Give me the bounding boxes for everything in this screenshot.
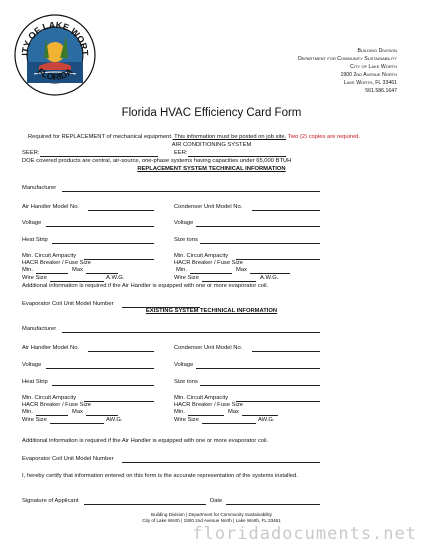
awg-label-existing: AW.G. <box>106 417 123 423</box>
header-line-1: Building Division <box>357 48 397 54</box>
awg-label-2: A.W.G. <box>260 275 279 281</box>
notice <box>28 134 360 141</box>
notice-part1: Required for REPLACEMENT of mechanical equipment. <box>28 134 173 140</box>
min-circuit-field-existing-2[interactable] <box>236 401 320 402</box>
size-tons-field[interactable] <box>200 243 320 244</box>
header-line-3: City of Lake Worth <box>350 64 397 70</box>
air-handler-label: Air Handler Model No. <box>22 204 80 210</box>
manufacturer-label-existing: Manufacturer <box>22 326 57 332</box>
seer-field[interactable] <box>40 156 158 157</box>
max-field-existing[interactable] <box>86 415 118 416</box>
min-field-2[interactable] <box>190 273 232 274</box>
evap-coil-label: Evaporator Coil Unit Model Number <box>22 301 114 307</box>
header-line-2: Department for Community Sustainability <box>297 56 397 62</box>
voltage-field-existing-2[interactable] <box>196 368 320 369</box>
date-field[interactable] <box>226 504 320 505</box>
doe-note: DOE covered products are central, air-source, one-phase systems having capacities under 65,000 BTUH <box>22 158 292 164</box>
wire-size-label-existing: Wire Size <box>22 417 47 423</box>
city-seal-logo <box>14 14 96 96</box>
manufacturer-field[interactable] <box>62 191 320 192</box>
signature-label: Signature of Applicant <box>22 498 79 504</box>
ac-system-heading: AIR CONDITIONING SYSTEM <box>171 142 252 148</box>
header-line-6: 561.586.1647 <box>365 88 397 94</box>
manufacturer-field-existing[interactable] <box>62 332 320 333</box>
voltage-label-2: Voltage <box>174 220 194 226</box>
page-title: Florida HVAC Efficiency Card Form <box>121 107 302 119</box>
notice-part3: Two (2) copies are required. <box>286 134 360 140</box>
min-field[interactable] <box>36 273 68 274</box>
voltage-label: Voltage <box>22 220 42 226</box>
voltage-field-existing[interactable] <box>46 368 154 369</box>
max-field-2[interactable] <box>250 273 290 274</box>
additional-info-note: Additional information is required if the Air Handler is equipped with one or more evaporator coil. <box>22 283 269 289</box>
air-handler-label-existing: Air Handler Model No. <box>22 345 80 351</box>
additional-info-note-existing: Additional information is required if the Air Handler is equipped with one or more evaporator coil. <box>22 438 269 444</box>
hacr-label-existing: HACR Breaker / Fuse Size <box>22 402 91 408</box>
size-tons-field-existing[interactable] <box>200 385 320 386</box>
seal-bottom-text: FLORIDA <box>35 66 75 82</box>
max-label-2: Max <box>236 267 247 273</box>
heat-strip-label-existing: Heat Strip <box>22 379 48 385</box>
min-circuit-label: Min. Circuit Ampacity <box>22 253 77 259</box>
evap-coil-field-existing[interactable] <box>122 462 320 463</box>
min-label-existing-2: Min. <box>174 409 185 415</box>
wire-size-field-2[interactable] <box>202 281 256 282</box>
awg-label: A.W.G. <box>106 275 125 281</box>
size-tons-label-existing: Size tons <box>174 379 198 385</box>
wire-size-label-existing-2: Wire Size <box>174 417 199 423</box>
heat-strip-label: Heat Strip <box>22 237 48 243</box>
condenser-label-existing: Condenser Unit Model No. <box>174 345 243 351</box>
max-label: Max <box>72 267 83 273</box>
certification-text: I, hereby certify that information entered on this form is the accurate representation of the systems installed. <box>22 473 298 479</box>
voltage-field-2[interactable] <box>196 226 320 227</box>
heat-strip-field-existing[interactable] <box>52 385 154 386</box>
condenser-label: Condenser Unit Model No. <box>174 204 243 210</box>
wire-size-field-existing[interactable] <box>50 423 104 424</box>
header-line-4: 1900 2nd Avenue North <box>340 72 397 78</box>
wire-size-field-existing-2[interactable] <box>202 423 256 424</box>
awg-label-existing-2: AW.G. <box>258 417 275 423</box>
watermark: floridadocuments.net <box>192 524 417 544</box>
footer-line-1: Building Division | Department for Community Sustainability <box>151 512 272 517</box>
header-address-block <box>298 47 397 95</box>
min-circuit-label-2: Min. Circuit Ampacity <box>174 253 229 259</box>
wire-size-label-2: Wire Size <box>174 275 199 281</box>
min-field-existing[interactable] <box>36 415 68 416</box>
max-label-existing: Max <box>72 409 83 415</box>
max-field[interactable] <box>86 273 118 274</box>
hacr-label: HACR Breaker / Fuse Size <box>22 260 91 266</box>
manufacturer-label: Manufacturer <box>22 185 57 191</box>
header-line-5: Lake Worth, FL 33461 <box>343 80 397 86</box>
air-handler-field[interactable] <box>88 210 154 211</box>
condenser-field-existing[interactable] <box>252 351 320 352</box>
min-circuit-label-existing: Min. Circuit Ampacity <box>22 395 77 401</box>
seer-label: SEER: <box>22 150 40 156</box>
heat-strip-field[interactable] <box>52 243 154 244</box>
evap-coil-label-existing: Evaporator Coil Unit Model Number <box>22 456 114 462</box>
max-field-existing-2[interactable] <box>242 415 278 416</box>
min-circuit-field-existing[interactable] <box>84 401 154 402</box>
air-handler-field-existing[interactable] <box>88 351 154 352</box>
wire-size-label: Wire Size <box>22 275 47 281</box>
min-circuit-field[interactable] <box>84 259 154 260</box>
min-label: Min. <box>22 267 33 273</box>
existing-heading: EXISTING SYSTEM TECHINICAL INFORMATION <box>145 308 278 314</box>
seal-top-text: ITY OF LAKE WORT <box>19 19 91 56</box>
size-tons-label: Size tons <box>174 237 198 243</box>
min-label-existing: Min. <box>22 409 33 415</box>
footer-line-2: City of Lake Worth | 1900 2nd Avenue North | Lake Worth, FL 33461 <box>142 518 281 523</box>
wire-size-field[interactable] <box>50 281 104 282</box>
eer-label: EER: <box>174 150 188 156</box>
replacement-heading: REPLACEMENT SYSTEM TECHINICAL INFORMATION <box>137 166 286 172</box>
signature-field[interactable] <box>84 504 206 505</box>
condenser-field[interactable] <box>252 210 320 211</box>
min-field-existing-2[interactable] <box>188 415 224 416</box>
voltage-field[interactable] <box>46 226 154 227</box>
eer-field[interactable] <box>188 156 286 157</box>
notice-part2: This information must be posted on job site. <box>172 134 287 140</box>
hacr-label-2: HACR Breaker / Fuse Size <box>174 260 243 266</box>
date-label: Date <box>210 498 223 504</box>
voltage-label-existing: Voltage <box>22 362 42 368</box>
min-circuit-field-2[interactable] <box>236 259 320 260</box>
max-label-existing-2: Max <box>228 409 239 415</box>
voltage-label-existing-2: Voltage <box>174 362 194 368</box>
min-label-2: Min. <box>176 267 187 273</box>
min-circuit-label-existing-2: Min. Circuit Ampacity <box>174 395 229 401</box>
hacr-label-existing-2: HACR Breaker / Fuse Size <box>174 402 243 408</box>
